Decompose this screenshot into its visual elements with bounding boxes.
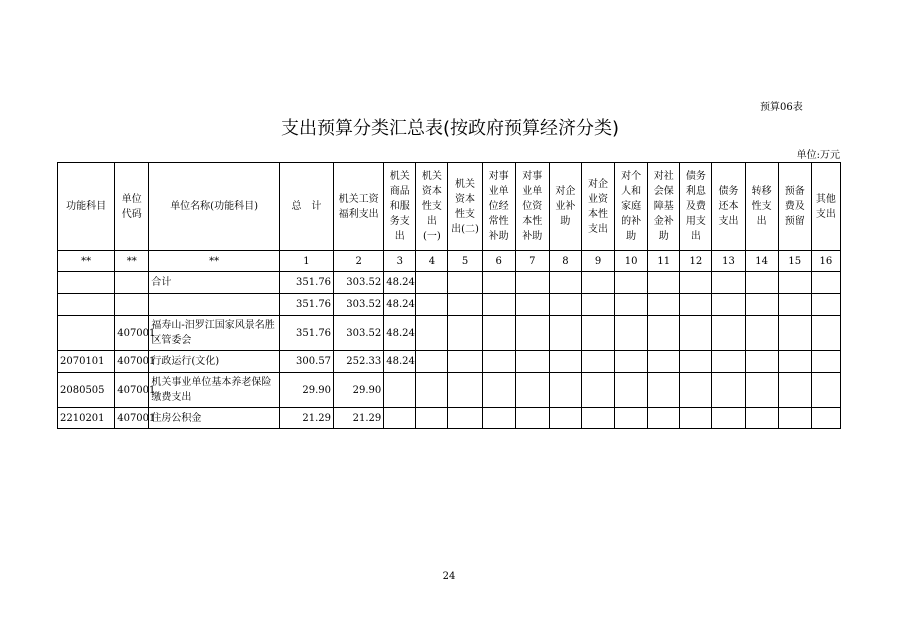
unit-code-cell xyxy=(115,294,149,316)
unit-label: 单位:万元 xyxy=(796,150,840,161)
header-cell: 对企业补助 xyxy=(549,163,581,251)
table-row xyxy=(58,351,841,373)
header-cell: 机关资本性支出(二) xyxy=(448,163,482,251)
total-cell: 21.29 xyxy=(279,408,333,429)
header-cell: 对个人和家庭的补助 xyxy=(615,163,648,251)
header-cell: 总 计 xyxy=(279,163,333,251)
table-row-total xyxy=(58,272,841,294)
index-cell: 9 xyxy=(581,251,614,272)
salary-cell: 303.52 xyxy=(334,316,384,351)
func-code-cell: 2080505 xyxy=(58,373,115,408)
header-cell: 转移性支出 xyxy=(745,163,778,251)
index-cell: ** xyxy=(58,251,115,272)
table-row xyxy=(58,373,841,408)
header-cell: 对事业单位经常性补助 xyxy=(482,163,515,251)
total-cell: 351.76 xyxy=(279,272,333,294)
index-cell: 12 xyxy=(680,251,712,272)
total-cell: 300.57 xyxy=(279,351,333,373)
unit-name-cell: 行政运行(文化) xyxy=(149,351,280,373)
document-title: 支出预算分类汇总表(按政府预算经济分类) xyxy=(280,118,620,139)
func-code-cell xyxy=(58,316,115,351)
unit-name-cell xyxy=(149,294,280,316)
salary-cell: 21.29 xyxy=(334,408,384,429)
index-cell: 3 xyxy=(384,251,416,272)
table-header-row xyxy=(58,163,841,251)
header-cell: 债务还本支出 xyxy=(712,163,745,251)
header-cell: 机关商品和服务支出 xyxy=(384,163,416,251)
func-code-cell: 2070101 xyxy=(58,351,115,373)
goods-services-cell xyxy=(384,373,416,408)
goods-services-cell: 48.24 xyxy=(384,294,416,316)
table-row-subtotal xyxy=(58,294,841,316)
salary-cell: 29.90 xyxy=(334,373,384,408)
document-code: 预算06表 xyxy=(760,102,803,113)
table-row-org xyxy=(58,316,841,351)
total-cell: 351.76 xyxy=(279,294,333,316)
header-cell: 对企业资本性支出 xyxy=(581,163,614,251)
index-cell: 4 xyxy=(416,251,448,272)
total-cell: 351.76 xyxy=(279,316,333,351)
goods-services-cell: 48.24 xyxy=(384,316,416,351)
salary-cell: 252.33 xyxy=(334,351,384,373)
budget-table xyxy=(57,162,841,429)
header-cell: 对社会保障基金补助 xyxy=(648,163,680,251)
index-cell: 14 xyxy=(745,251,778,272)
index-cell: 6 xyxy=(482,251,515,272)
unit-code-cell: 407001 xyxy=(115,373,149,408)
index-cell: 1 xyxy=(279,251,333,272)
index-cell: 10 xyxy=(615,251,648,272)
index-cell: 5 xyxy=(448,251,482,272)
table-row xyxy=(58,408,841,429)
index-cell: 15 xyxy=(778,251,811,272)
index-cell: 16 xyxy=(811,251,840,272)
header-cell: 机关工资福利支出 xyxy=(334,163,384,251)
func-code-cell xyxy=(58,294,115,316)
goods-services-cell xyxy=(384,408,416,429)
unit-name-cell: 住房公积金 xyxy=(149,408,280,429)
unit-name-cell: 福寿山-汨罗江国家风景名胜区管委会 xyxy=(149,316,280,351)
total-cell: 29.90 xyxy=(279,373,333,408)
header-cell: 单位代码 xyxy=(115,163,149,251)
unit-name-cell: 合计 xyxy=(149,272,280,294)
salary-cell: 303.52 xyxy=(334,294,384,316)
unit-code-cell: 407001 xyxy=(115,351,149,373)
index-cell: 13 xyxy=(712,251,745,272)
header-cell: 其他支出 xyxy=(811,163,840,251)
page-number: 24 xyxy=(442,571,456,582)
goods-services-cell: 48.24 xyxy=(384,351,416,373)
header-cell: 债务利息及费用支出 xyxy=(680,163,712,251)
unit-code-cell: 407001 xyxy=(115,408,149,429)
index-cell: 8 xyxy=(549,251,581,272)
index-cell: ** xyxy=(149,251,280,272)
index-row xyxy=(58,251,841,272)
index-cell: ** xyxy=(115,251,149,272)
index-cell: 11 xyxy=(648,251,680,272)
header-cell: 功能科目 xyxy=(58,163,115,251)
header-cell: 预备费及预留 xyxy=(778,163,811,251)
header-cell: 对事业单位资本性补助 xyxy=(515,163,549,251)
index-cell: 2 xyxy=(334,251,384,272)
index-cell: 7 xyxy=(515,251,549,272)
unit-code-cell xyxy=(115,272,149,294)
salary-cell: 303.52 xyxy=(334,272,384,294)
header-cell: 单位名称(功能科目) xyxy=(149,163,280,251)
header-cell: 机关资本性支出(一) xyxy=(416,163,448,251)
goods-services-cell: 48.24 xyxy=(384,272,416,294)
unit-name-cell: 机关事业单位基本养老保险缴费支出 xyxy=(149,373,280,408)
unit-code-cell: 407001 xyxy=(115,316,149,351)
func-code-cell xyxy=(58,272,115,294)
func-code-cell: 2210201 xyxy=(58,408,115,429)
